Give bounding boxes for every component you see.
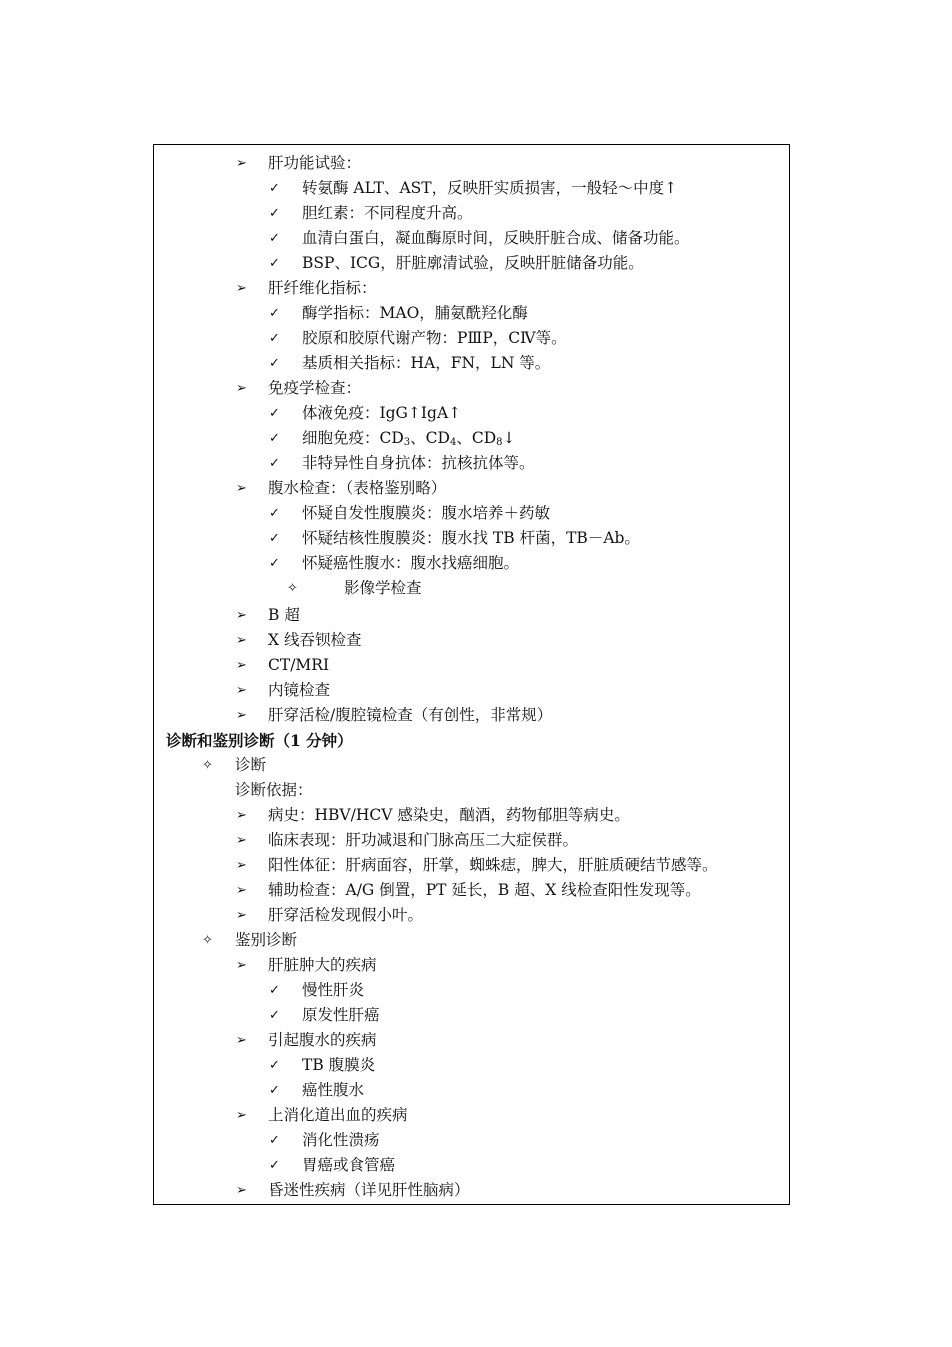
check-bullet-icon: ✓ (269, 431, 280, 446)
list-item (154, 226, 789, 251)
list-item (154, 201, 789, 226)
item-text: 癌性腹水 (302, 1081, 365, 1099)
item-text: 怀疑自发性腹膜炎：腹水培养＋药敏 (302, 504, 551, 522)
item-text: 肝穿活检发现假小叶。 (268, 906, 424, 924)
list-item (154, 276, 789, 301)
check-bullet-icon: ✓ (269, 181, 280, 196)
list-item (154, 978, 789, 1003)
list-item (154, 953, 789, 978)
list-item (154, 903, 789, 928)
arrow-bullet-icon: ➢ (236, 1033, 247, 1048)
section-heading (154, 728, 789, 753)
list-item (154, 1003, 789, 1028)
item-text: TB 腹膜炎 (302, 1056, 376, 1074)
item-text: 上消化道出血的疾病 (268, 1106, 408, 1124)
item-text: 肝脏肿大的疾病 (268, 956, 377, 974)
item-text: 鉴别诊断 (235, 931, 298, 949)
arrow-bullet-icon: ➢ (236, 633, 247, 648)
text-fragment: 、CD (456, 429, 497, 447)
item-text: 阳性体征：肝病面容，肝掌，蜘蛛痣，脾大，肝脏质硬结节感等。 (268, 856, 718, 874)
item-text: 辅助检查：A/G 倒置，PT 延长，B 超、X 线检查阳性发现等。 (268, 881, 701, 899)
subscript: 4 (449, 437, 457, 448)
item-text: 内镜检查 (268, 681, 331, 699)
item-text: 昏迷性疾病（详见肝性脑病） (268, 1181, 470, 1199)
item-text: 腹水检查：（表格鉴别略） (268, 479, 447, 497)
list-item (154, 1153, 789, 1178)
arrow-bullet-icon: ➢ (236, 608, 247, 623)
item-text: 转氨酶 ALT、AST，反映肝实质损害，一般轻～中度↑ (302, 179, 678, 197)
text-fragment: 细胞免疫：CD (302, 429, 404, 447)
text-fragment: 、CD (410, 429, 450, 447)
item-text: CT/MRI (268, 656, 330, 674)
arrow-bullet-icon: ➢ (236, 683, 247, 698)
diamond-bullet-icon: ✧ (287, 581, 298, 596)
list-item (154, 1103, 789, 1128)
item-text: 肝纤维化指标： (268, 279, 377, 297)
item-text: 酶学指标：MAO，脯氨酰羟化酶 (302, 304, 528, 322)
list-item (154, 803, 789, 828)
arrow-bullet-icon: ➢ (236, 1183, 247, 1198)
check-bullet-icon: ✓ (269, 1083, 280, 1098)
arrow-bullet-icon: ➢ (236, 381, 247, 396)
list-item (154, 753, 789, 778)
item-text: 诊断 (235, 756, 267, 774)
list-item (154, 1028, 789, 1053)
check-bullet-icon: ✓ (269, 1133, 280, 1148)
content-box (153, 144, 790, 1205)
list-item (154, 476, 789, 501)
list-item (154, 176, 789, 201)
item-text: 体液免疫：IgG↑IgA↑ (302, 404, 462, 422)
check-bullet-icon: ✓ (269, 1008, 280, 1023)
check-bullet-icon: ✓ (269, 306, 280, 321)
list-item (154, 653, 789, 678)
check-bullet-icon: ✓ (269, 256, 280, 271)
arrow-bullet-icon: ➢ (236, 858, 247, 873)
arrow-bullet-icon: ➢ (236, 908, 247, 923)
arrow-bullet-icon: ➢ (236, 658, 247, 673)
list-item (154, 628, 789, 653)
item-text: 怀疑癌性腹水：腹水找癌细胞。 (302, 554, 520, 572)
item-text: 胆红素：不同程度升高。 (302, 204, 473, 222)
list-item (154, 1078, 789, 1103)
check-bullet-icon: ✓ (269, 983, 280, 998)
down-arrow: ↓ (502, 429, 516, 447)
arrow-bullet-icon: ➢ (236, 1108, 247, 1123)
check-bullet-icon: ✓ (269, 1058, 280, 1073)
list-item (154, 703, 789, 728)
item-text: 血清白蛋白，凝血酶原时间，反映肝脏合成、储备功能。 (302, 229, 690, 247)
item-text: 临床表现：肝功减退和门脉高压二大症侯群。 (268, 831, 579, 849)
item-text: 怀疑结核性腹膜炎：腹水找 TB 杆菌，TB－Ab。 (302, 529, 640, 547)
list-item (154, 1053, 789, 1078)
item-text: 肝功能试验： (268, 154, 362, 172)
arrow-bullet-icon: ➢ (236, 281, 247, 296)
arrow-bullet-icon: ➢ (236, 883, 247, 898)
arrow-bullet-icon: ➢ (236, 833, 247, 848)
list-item (154, 576, 789, 601)
item-text: 影像学检查 (344, 579, 422, 597)
diamond-bullet-icon: ✧ (202, 758, 213, 773)
arrow-bullet-icon: ➢ (236, 156, 247, 171)
list-item (154, 501, 789, 526)
list-item (154, 451, 789, 476)
item-text: 肝穿活检/腹腔镜检查（有创性，非常规） (268, 706, 553, 724)
item-text: 慢性肝炎 (302, 981, 365, 999)
list-item (154, 351, 789, 376)
list-item (154, 853, 789, 878)
check-bullet-icon: ✓ (269, 506, 280, 521)
item-text (302, 426, 516, 451)
check-bullet-icon: ✓ (269, 331, 280, 346)
list-item (154, 1178, 789, 1203)
list-item (154, 251, 789, 276)
item-text: 胃癌或食管癌 (302, 1156, 396, 1174)
arrow-bullet-icon: ➢ (236, 481, 247, 496)
list-item (154, 326, 789, 351)
item-text: 胶原和胶原代谢产物：PⅢP，CⅣ等。 (302, 329, 567, 347)
item-text: BSP、ICG，肝脏廓清试验，反映肝脏储备功能。 (302, 254, 644, 272)
arrow-bullet-icon: ➢ (236, 958, 247, 973)
list-item (154, 778, 789, 803)
list-item (154, 603, 789, 628)
list-item (154, 878, 789, 903)
item-text: B 超 (268, 606, 300, 624)
subscript: 3 (403, 437, 411, 448)
item-text: 消化性溃疡 (302, 1131, 380, 1149)
item-text: 原发性肝癌 (302, 1006, 380, 1024)
arrow-bullet-icon: ➢ (236, 808, 247, 823)
check-bullet-icon: ✓ (269, 531, 280, 546)
heading-text: 诊断和鉴别诊断（1 分钟） (166, 731, 353, 750)
item-text: 免疫学检查： (268, 379, 362, 397)
item-text: 诊断依据： (235, 781, 313, 799)
item-text: 基质相关指标：HA，FN，LN 等。 (302, 354, 551, 372)
item-text: 病史：HBV/HCV 感染史，酗酒，药物郁胆等病史。 (268, 806, 630, 824)
item-text: 引起腹水的疾病 (268, 1031, 377, 1049)
check-bullet-icon: ✓ (269, 456, 280, 471)
check-bullet-icon: ✓ (269, 1158, 280, 1173)
check-bullet-icon: ✓ (269, 356, 280, 371)
check-bullet-icon: ✓ (269, 206, 280, 221)
check-bullet-icon: ✓ (269, 231, 280, 246)
subscript: 8 (496, 437, 503, 448)
list-item (154, 526, 789, 551)
list-item (154, 928, 789, 953)
list-item (154, 426, 789, 451)
list-item (154, 678, 789, 703)
list-item (154, 401, 789, 426)
list-item (154, 551, 789, 576)
list-item (154, 301, 789, 326)
diamond-bullet-icon: ✧ (202, 933, 213, 948)
item-text: 非特异性自身抗体：抗核抗体等。 (302, 454, 535, 472)
list-item (154, 1128, 789, 1153)
arrow-bullet-icon: ➢ (236, 708, 247, 723)
check-bullet-icon: ✓ (269, 406, 280, 421)
list-item (154, 376, 789, 401)
check-bullet-icon: ✓ (269, 556, 280, 571)
list-item (154, 828, 789, 853)
item-text: X 线吞钡检查 (268, 631, 362, 649)
list-item (154, 151, 789, 176)
